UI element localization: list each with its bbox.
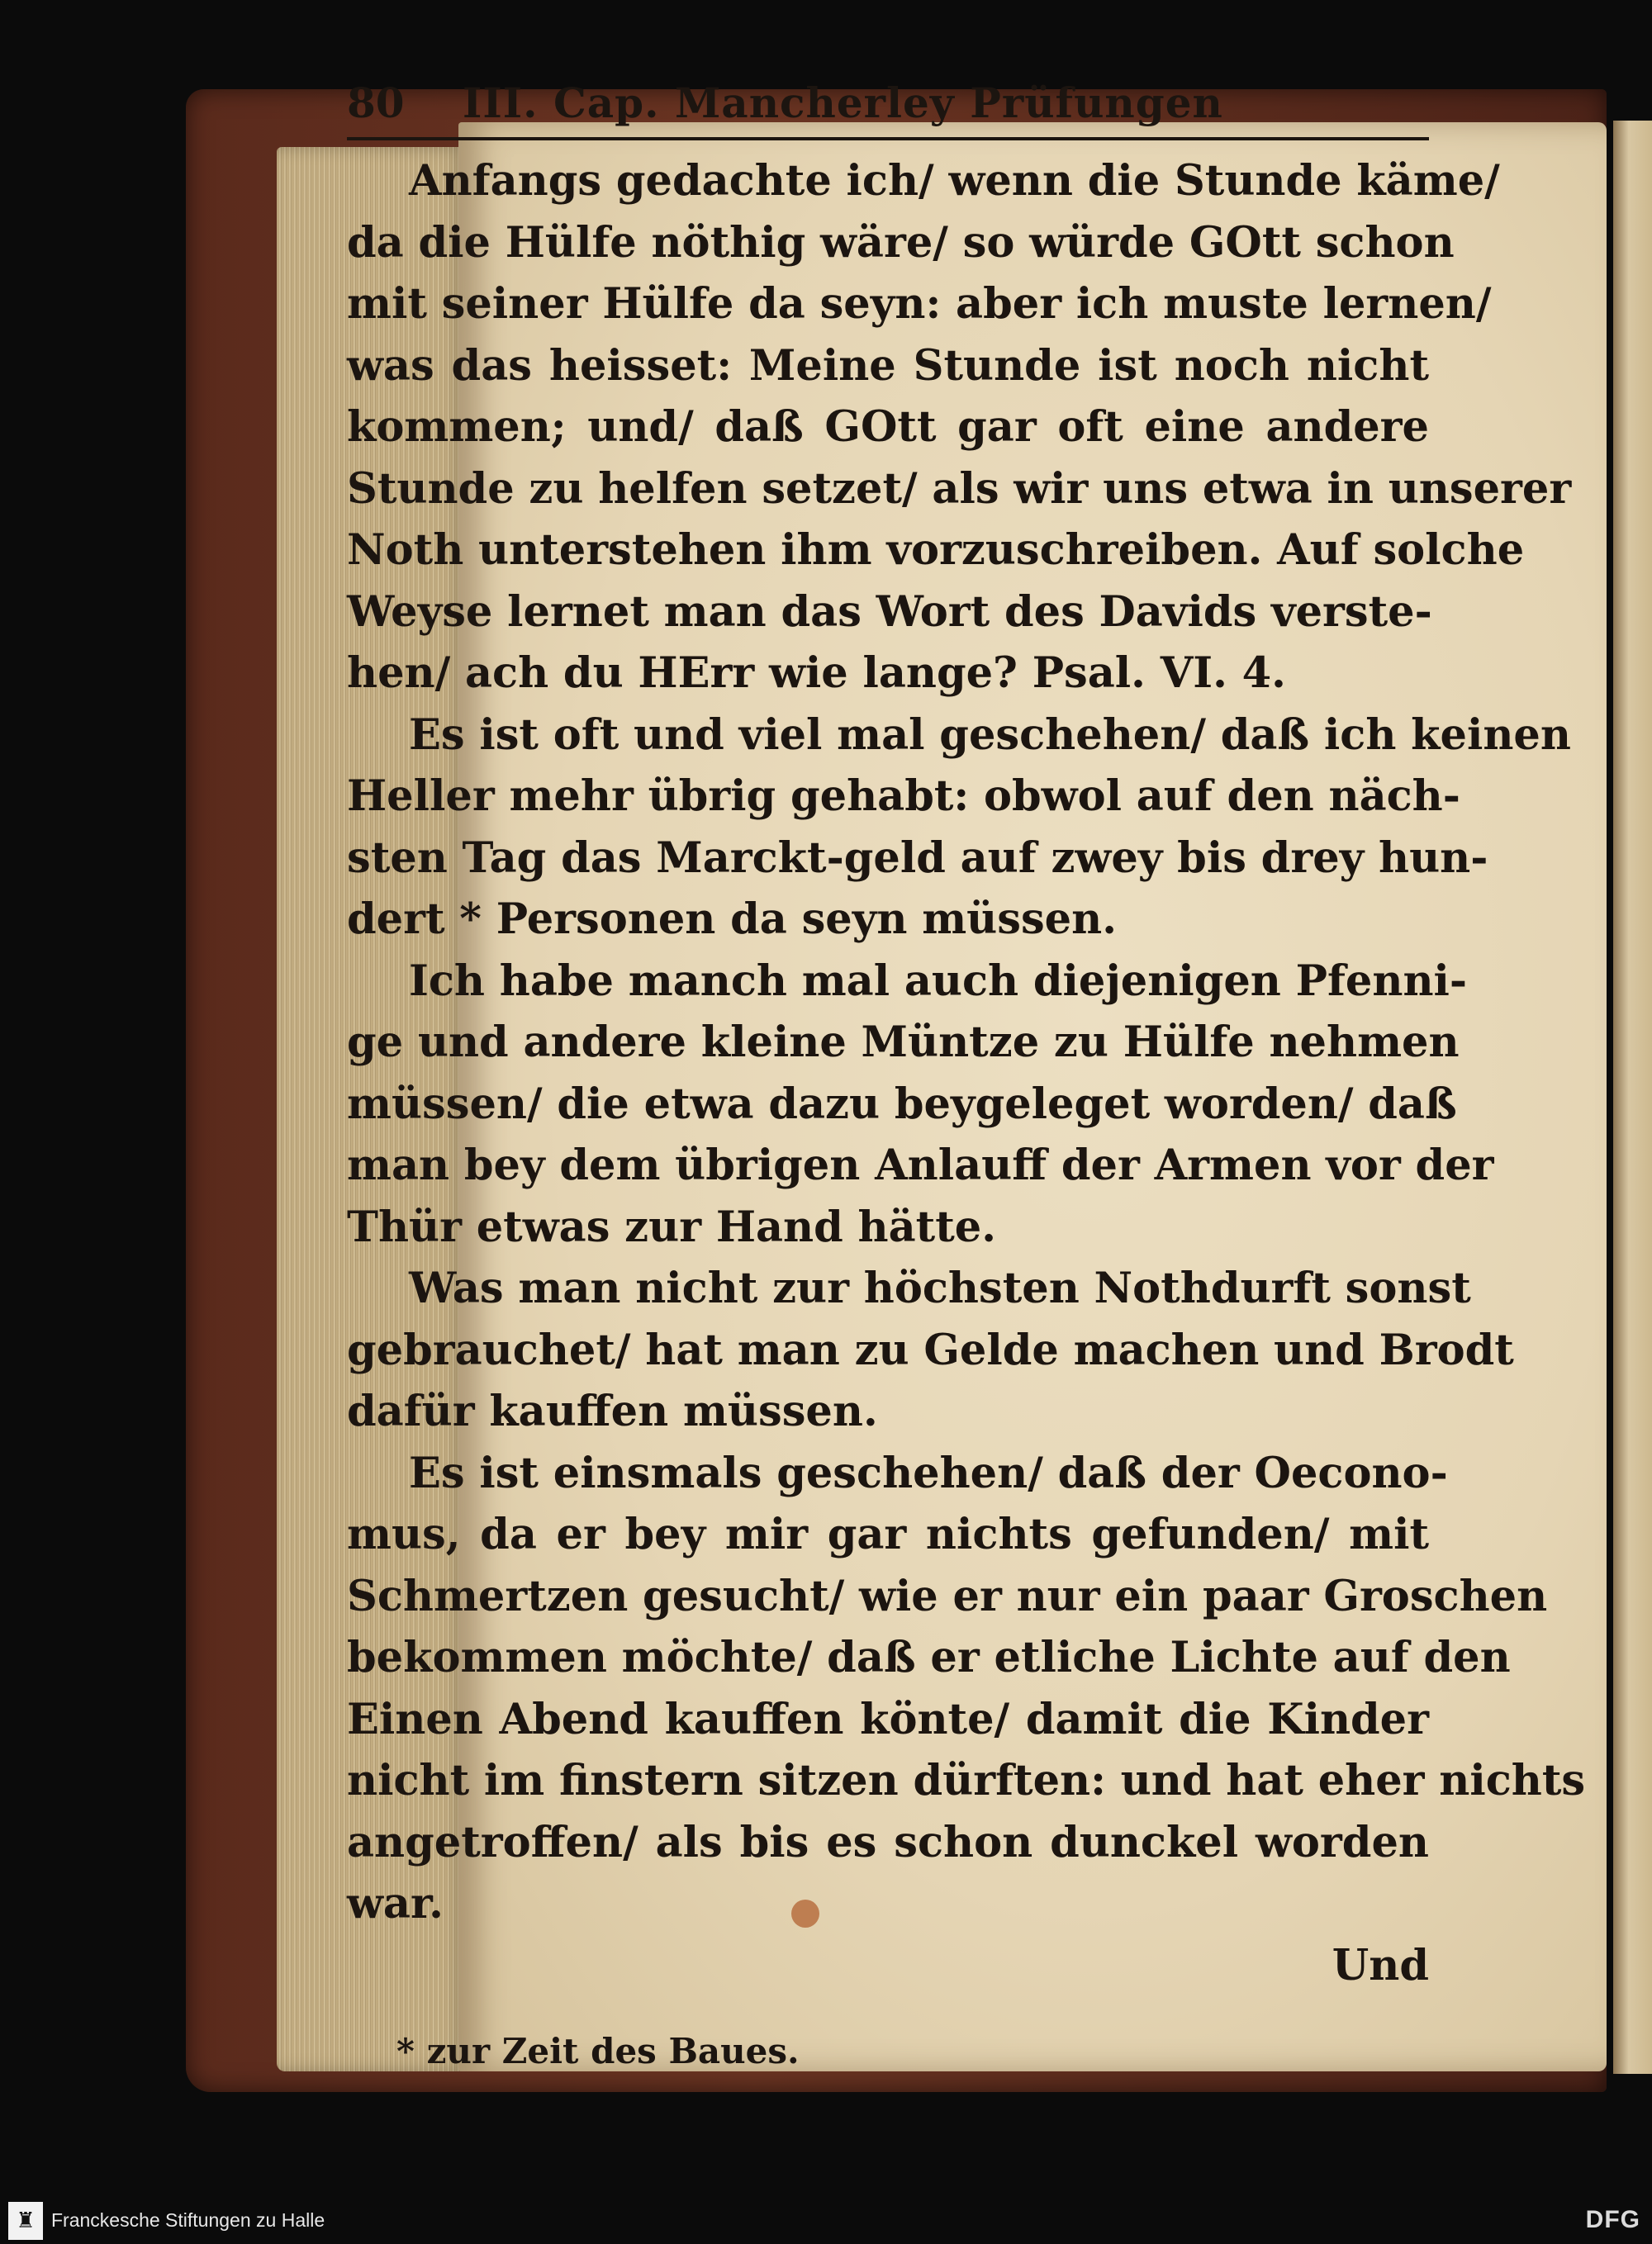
text-line: Was man nicht zur höchsten Nothdurft sonst bbox=[409, 1264, 1471, 1313]
text-line: angetroffen/ als bis es schon dunckel worden bbox=[347, 1817, 1429, 1867]
text-line: da die Hülfe nöthig wäre/ so würde GOtt schon bbox=[347, 217, 1455, 268]
text-line: Heller mehr übrig gehabt: obwol auf den näch- bbox=[347, 771, 1460, 821]
footnote: * zur Zeit des Baues. bbox=[396, 2031, 800, 2071]
text-line: kommen; und/ daß GOtt gar oft eine andere bbox=[347, 402, 1429, 452]
text-line: Stunde zu helfen setzet/ als wir uns etwa in unserer bbox=[347, 463, 1572, 514]
body-text bbox=[347, 150, 1586, 1935]
ink-stain bbox=[791, 1900, 819, 1928]
text-line: ge und andere kleine Müntze zu Hülfe nehmen bbox=[347, 1018, 1460, 1067]
text-line: was das heisset: Meine Stunde ist noch nicht bbox=[347, 340, 1429, 391]
institution-logo-icon: ♜ bbox=[8, 2202, 43, 2240]
text-line: hen/ ach du HErr wie lange? Psal. VI. 4. bbox=[347, 648, 1286, 698]
page-number: 80 bbox=[347, 78, 405, 127]
text-line: bekommen möchte/ daß er etliche Lichte auf den bbox=[347, 1633, 1511, 1682]
text-line: sten Tag das Marckt-geld auf zwey bis drey hun- bbox=[347, 833, 1488, 883]
text-line: Einen Abend kauffen könte/ damit die Kinder bbox=[347, 1694, 1429, 1744]
text-line: Es ist einsmals geschehen/ daß der Oecono- bbox=[409, 1448, 1448, 1498]
institution-name: Franckesche Stiftungen zu Halle bbox=[51, 2209, 325, 2231]
text-line: Anfangs gedachte ich/ wenn die Stunde käme/ bbox=[409, 156, 1500, 206]
text-line: Es ist oft und viel mal geschehen/ daß ich keinen bbox=[409, 709, 1571, 760]
page-header bbox=[347, 66, 1429, 140]
text-line: Schmertzen gesucht/ wie er nur ein paar Groschen bbox=[347, 1571, 1548, 1621]
text-line: nicht im finstern sitzen dürften: und hat eher nichts bbox=[347, 1756, 1586, 1805]
text-line: müssen/ die etwa dazu beygeleget worden/ daß bbox=[347, 1079, 1457, 1129]
catchword: Und bbox=[1332, 1940, 1429, 1990]
text-line: mit seiner Hülfe da seyn: aber ich muste lernen/ bbox=[347, 279, 1492, 329]
text-line: mus, da er bey mir gar nichts gefunden/ mit bbox=[347, 1510, 1429, 1559]
dfg-logo: DFG bbox=[1585, 2206, 1640, 2233]
text-line: Ich habe manch mal auch diejenigen Pfenni- bbox=[409, 956, 1468, 1006]
text-line: war. bbox=[347, 1879, 444, 1929]
running-head: III. Cap. Mancherley Prüfungen bbox=[463, 78, 1223, 127]
text-line: dert * Personen da seyn müssen. bbox=[347, 894, 1117, 944]
page-text bbox=[347, 66, 1586, 2071]
text-line: dafür kauffen müssen. bbox=[347, 1387, 878, 1436]
text-line: man bey dem übrigen Anlauff der Armen vor der bbox=[347, 1141, 1494, 1190]
text-line: gebrauchet/ hat man zu Gelde machen und Brodt bbox=[347, 1325, 1514, 1375]
footer-bar bbox=[0, 2199, 1652, 2244]
text-line: Noth unterstehen ihm vorzuschreiben. Auf solche bbox=[347, 525, 1525, 575]
text-line: Thür etwas zur Hand hätte. bbox=[347, 1202, 996, 1252]
facing-page-edge bbox=[1613, 121, 1652, 2074]
text-line: Weyse lernet man das Wort des Davids verste- bbox=[347, 586, 1432, 637]
